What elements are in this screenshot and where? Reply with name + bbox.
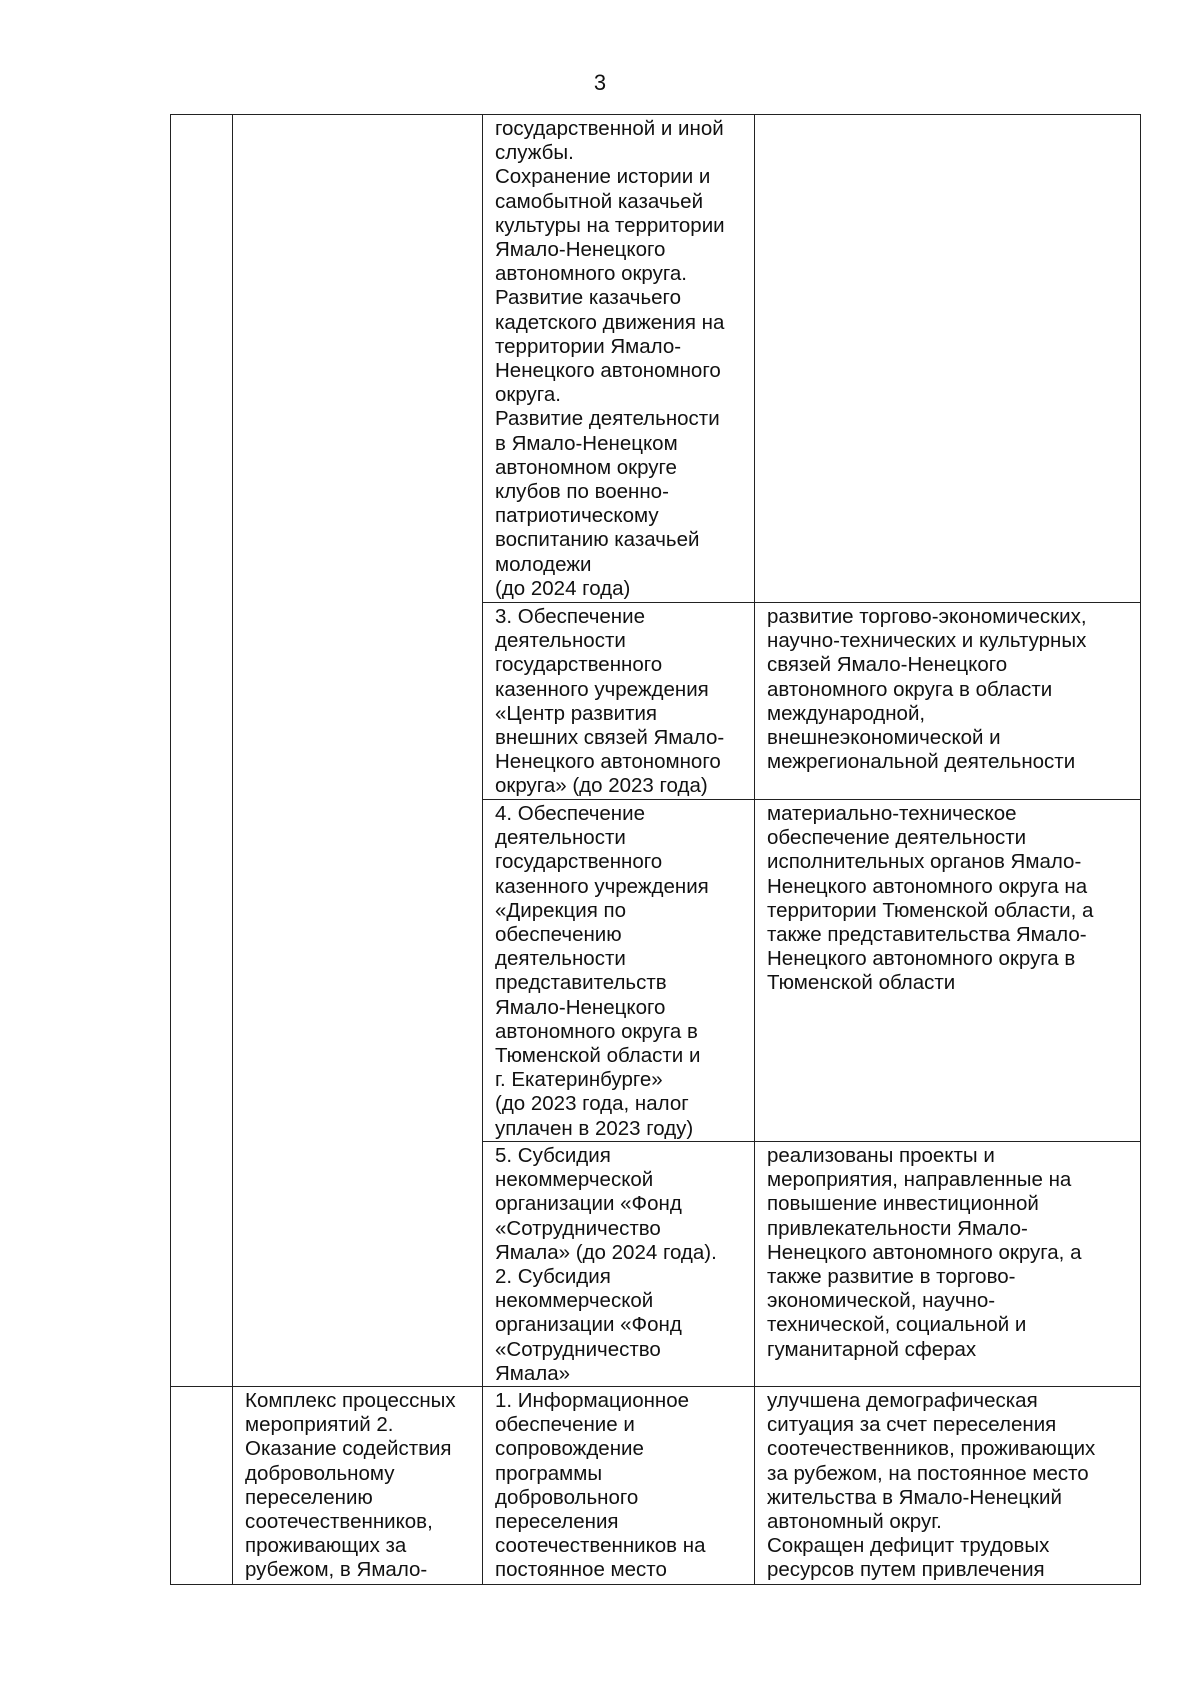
table-cell-col3: 3. Обеспечение деятельности государственного казенного учреждения «Центр развития внешних связей Ямало- Ненецкого автономного округа» (до 2023 года)	[483, 603, 755, 800]
table-cell-col1	[171, 1387, 233, 1585]
table-cell-col3: 1. Информационное обеспечение и сопровождение программы добровольного переселения соотечественников на постоянное место	[483, 1387, 755, 1585]
table-cell-col1	[171, 115, 233, 1387]
table-cell-col4: материально-техническое обеспечение деятельности исполнительных органов Ямало- Ненецкого автономного округа на территории Тюменской области, а также представительства Ямало- Ненецкого автономного округа в Тюменской области	[755, 800, 1141, 1142]
page-number: 3	[593, 70, 607, 95]
table-cell-col4: реализованы проекты и мероприятия, направленные на повышение инвестиционной привлекательности Ямало- Ненецкого автономного округа, а также развитие в торгово- экономической, научно- технической, социальной и гуманитарной сферах	[755, 1142, 1141, 1387]
table-cell-col4	[755, 115, 1141, 603]
table-cell-col3: 4. Обеспечение деятельности государственного казенного учреждения «Дирекция по обеспечению деятельности представительств Ямало-Ненецкого автономного округа в Тюменской области и г. Екатеринбурге» (до 2023 года, налог уплачен в 2023 году)	[483, 800, 755, 1142]
table-cell-col4: развитие торгово-экономических, научно-технических и культурных связей Ямало-Ненецкого автономного округа в области международной, внешнеэкономической и межрегиональной деятельности	[755, 603, 1141, 800]
table-row	[171, 1387, 1141, 1585]
table-cell-col2	[233, 115, 483, 1387]
table-cell-col3: государственной и иной службы. Сохранение истории и самобытной казачьей культуры на территории Ямало-Ненецкого автономного округа. Развитие казачьего кадетского движения на территории Ямало- Ненецкого автономного округа. Развитие деятельности в Ямало-Ненецком автономном округе клубов по военно- патриотическому воспитанию казачьей молодежи (до 2024 года)	[483, 115, 755, 603]
table-cell-col4: улучшена демографическая ситуация за счет переселения соотечественников, проживающих за рубежом, на постоянное место жительства в Ямало-Ненецкий автономный округ. Сокращен дефицит трудовых ресурсов путем привлечения	[755, 1387, 1141, 1585]
document-table	[170, 114, 1141, 1585]
table-row	[171, 115, 1141, 603]
table-cell-col3: 5. Субсидия некоммерческой организации «Фонд «Сотрудничество Ямала» (до 2024 года). 2. Субсидия некоммерческой организации «Фонд «Сотрудничество Ямала»	[483, 1142, 755, 1387]
table-cell-col2: Комплекс процессных мероприятий 2. Оказание содействия добровольному переселению соотечественников, проживающих за рубежом, в Ямало-	[233, 1387, 483, 1585]
